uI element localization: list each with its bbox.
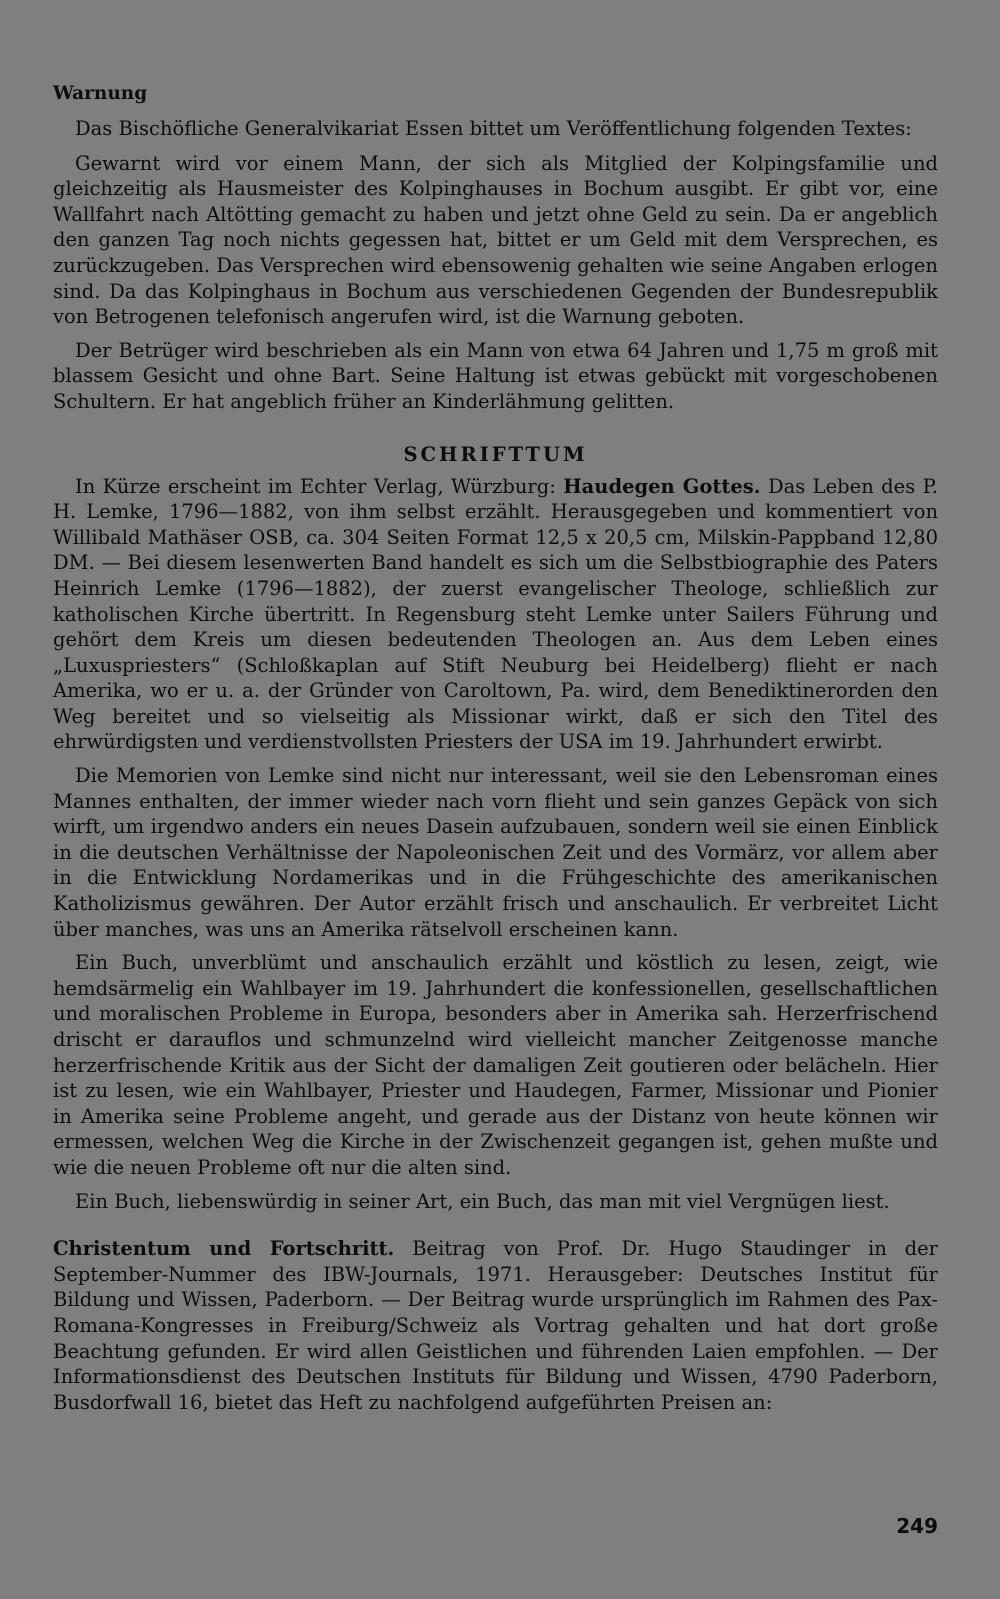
- warning-heading: Warnung: [53, 83, 148, 104]
- schrifttum-title: SCHRIFTTUM: [403, 442, 588, 466]
- book-title-haudegen: Haudegen Gottes.: [563, 474, 761, 498]
- schrifttum-paragraph-1: [53, 474, 938, 756]
- warning-paragraph-1: Das Bischöfliche Generalvikariat Essen bittet um Veröffentlichung folgenden Textes:: [75, 117, 912, 140]
- schrifttum-p1-after: Das Leben des P. H. Lemke, 1796—1882, von ihm selbst erzählt. Herausgegeben und kommentiert von Willibald Mathäser OSB, ca. 304 Seiten Format 12,5 x 20,5 cm, Milskin-Pappband 12,80 DM. — Bei diesem lesenwerten Band handelt es sich um die Selbstbiographie des Paters Heinrich Lemke (1796—1882), der zuerst evangelischer Theologe, schließlich zur katholischen Kirche übertritt. In Regensburg steht Lemke unter Sailers Führung und gehört dem Kreis um diesen bedeutenden Theologen an. Aus dem Leben eines „Luxuspriesters“ (Schloßkaplan auf Stift Neuburg bei Heidelberg) flieht er nach Amerika, wo er u. a. der Gründer von Caroltown, Pa. wird, dem Benediktinerorden den Weg bereitet und so vielseitig als Missionar wirkt, daß er sich den Titel des ehrwürdigsten und verdienstvollsten Priesters der USA im 19. Jahrhundert erwirbt.: [53, 474, 938, 754]
- warning-paragraph-3: Der Betrüger wird beschrieben als ein Mann von etwa 64 Jahren und 1,75 m groß mit blassem Gesicht und ohne Bart. Seine Haltung ist etwas gebückt mit vorgeschobenen Schultern. Er hat angeblich früher an Kinderlähmung gelitten.: [53, 338, 938, 413]
- schrifttum-paragraph-4: Ein Buch, liebenswürdig in seiner Art, ein Buch, das man mit viel Vergnügen liest.: [75, 1189, 890, 1213]
- schrifttum-paragraph-2: Die Memorien von Lemke sind nicht nur interessant, weil sie den Lebensroman eines Mannes enthalten, der immer wieder nach vorn flieht und sein ganzes Gepäck von sich wirft, um irgendwo anders ein neues Dasein aufzubauen, sondern weil sie einen Einblick in die deutschen Verhältnisse der Napoleonischen Zeit und des Vormärz, vor allem aber in die Entwicklung Nordamerikas und in die Frühgeschichte des amerikanischen Katholizismus gewähren. Der Autor erzählt frisch und anschaulich. Er verbreitet Licht über manches, was uns an Amerika rätselvoll erscheinen kann.: [53, 764, 938, 941]
- schrifttum-paragraph-5: [53, 1236, 938, 1415]
- warning-paragraph-2: Gewarnt wird vor einem Mann, der sich als Mitglied der Kolpingsfamilie und gleichzeitig als Hausmeister des Kolpinghauses in Bochum ausgibt. Er gibt vor, eine Wallfahrt nach Altötting gemacht zu haben und jetzt ohne Geld zu sein. Da er angeblich den ganzen Tag noch nichts gegessen hat, bittet er um Geld mit dem Versprechen, es zurückzugeben. Das Versprechen wird ebensowenig gehalten wie seine Angaben erlogen sind. Da das Kolpinghaus in Bochum aus verschiedenen Gegenden der Bundesrepublik von Betrogenen telefonisch angerufen wird, ist die Warnung geboten.: [53, 151, 938, 329]
- page-number: 249: [896, 1514, 938, 1538]
- schrifttum-paragraph-3: Ein Buch, unverblümt und anschaulich erzählt und köstlich zu lesen, zeigt, wie hemdsärmelig ein Wahlbayer im 19. Jahrhundert die konfessionellen, gesellschaftlichen und moralischen Probleme in Europa, besonders aber in Amerika sah. Herzerfrischend drischt er darauflos und schmunzelnd wird vielleicht mancher Zeitgenosse manche herzerfrischende Kritik aus der Sicht der damaligen Zeit goutieren oder belächeln. Hier ist zu lesen, wie ein Wahlbayer, Priester und Haudegen, Farmer, Missionar und Pionier in Amerika seine Probleme angeht, und gerade aus der Distanz von heute können wir ermessen, welchen Weg die Kirche in der Zwischenzeit gegangen ist, gehen mußte und wie die neuen Probleme oft nur die alten sind.: [53, 951, 938, 1179]
- schrifttum-p5-after: Beitrag von Prof. Dr. Hugo Staudinger in der September-Nummer des IBW-Journals, 1971. Herausgeber: Deutsches Institut für Bildung und Wissen, Paderborn. — Der Beitrag wurde ursprünglich im Rahmen des Pax-Romana-Kongresses in Freiburg/Schweiz als Vortrag gehalten und hat dort große Beachtung gefunden. Er wird allen Geistlichen und führenden Laien empfohlen. — Der Informationsdienst des Deutschen Instituts für Bildung und Wissen, 4790 Paderborn, Busdorfwall 16, bietet das Heft zu nachfolgend aufgeführten Preisen an:: [53, 1237, 938, 1414]
- schrifttum-p1-before: In Kürze erscheint im Echter Verlag, Würzburg:: [75, 474, 564, 498]
- document-page: [53, 82, 938, 1415]
- article-title-christentum: Christentum und Fortschritt.: [53, 1237, 395, 1261]
